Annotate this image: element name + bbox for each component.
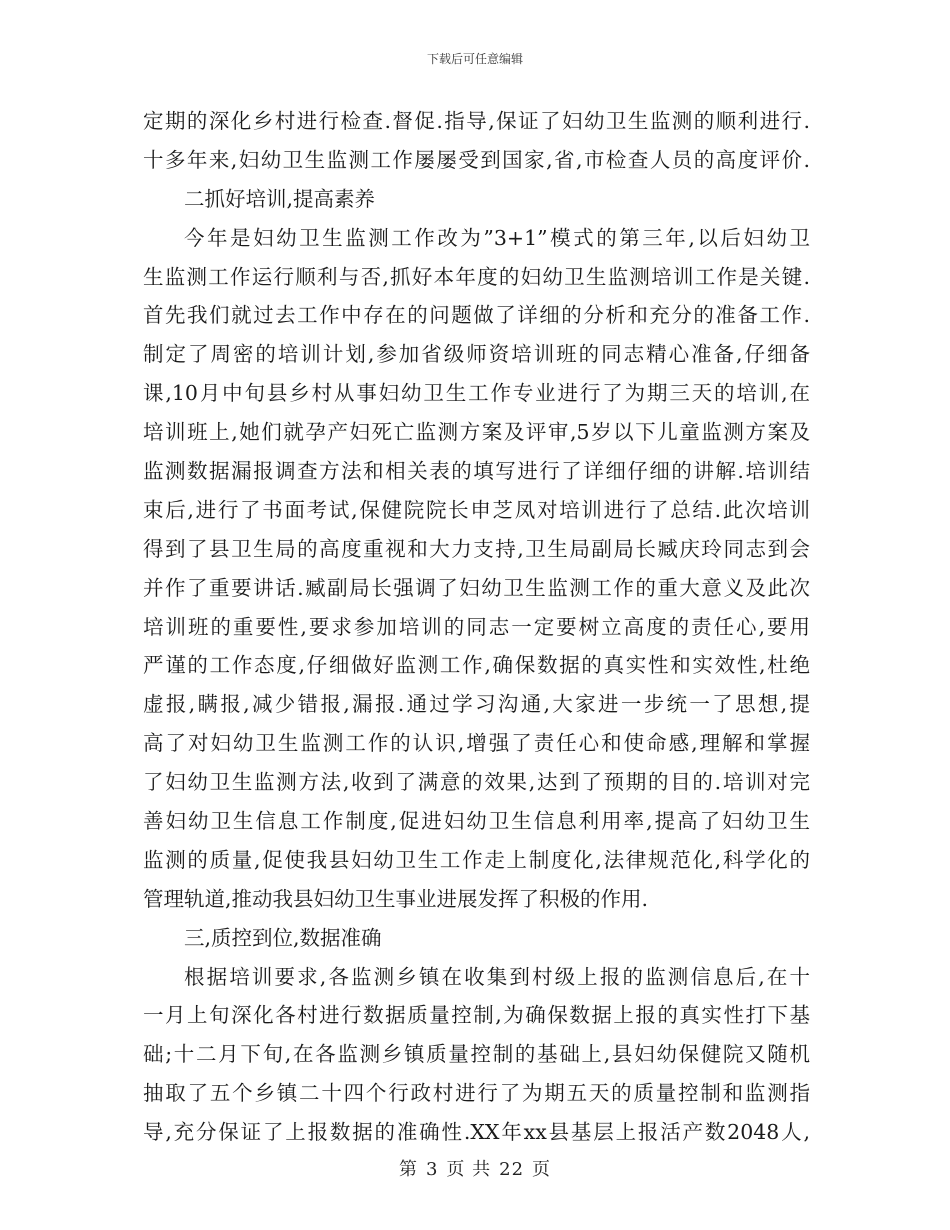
section-heading: 三,质控到位,数据准确: [184, 925, 382, 950]
text-line: 生监测工作运行顺利与否,抓好本年度的妇幼卫生监测培训工作是关键.: [143, 264, 810, 289]
section-heading: 二抓好培训,提高素养: [184, 186, 376, 211]
text-line: 得到了县卫生局的高度重视和大力支持,卫生局副局长臧庆玲同志到会: [143, 536, 810, 561]
text-line: 抽取了五个乡镇二十四个行政村进行了为期五天的质量控制和监测指: [143, 1081, 810, 1106]
text-line: 培训班上,她们就孕产妇死亡监测方案及评审,5岁以下儿童监测方案及: [143, 420, 810, 445]
text-line: 高了对妇幼卫生监测工作的认识,增强了责任心和使命感,理解和掌握: [143, 731, 810, 756]
text-line: 根据培训要求,各监测乡镇在收集到村级上报的监测信息后,在十: [184, 964, 810, 989]
text-line: 了妇幼卫生监测方法,收到了满意的效果,达到了预期的目的.培训对完: [143, 770, 810, 795]
footer-middle: 页 共: [446, 1159, 492, 1180]
text-line: 培训班的重要性,要求参加培训的同志一定要树立高度的责任心,要用: [143, 614, 810, 639]
document-body: [143, 102, 810, 1152]
page-header-note: 下载后可任意编辑: [426, 52, 523, 66]
text-line: 课,10月中旬县乡村从事妇幼卫生工作专业进行了为期三天的培训,在: [143, 381, 810, 406]
text-line: 今年是妇幼卫生监测工作改为”3+1”模式的第三年,以后妇幼卫: [184, 225, 810, 250]
text-line: 严谨的工作态度,仔细做好监测工作,确保数据的真实性和实效性,杜绝: [143, 653, 810, 678]
text-line: 并作了重要讲话.臧副局长强调了妇幼卫生监测工作的重大意义及此次: [143, 575, 810, 600]
text-line: 束后,进行了书面考试,保健院院长申芝凤对培训进行了总结.此次培训: [143, 497, 810, 522]
text-line: 首先我们就过去工作中存在的问题做了详细的分析和充分的准备工作.: [143, 303, 810, 328]
text-line: 监测数据漏报调查方法和相关表的填写进行了详细仔细的讲解.培训结: [143, 459, 810, 484]
text-line: 导,充分保证了上报数据的准确性.XX年xx县基层上报活产数2048人,: [143, 1120, 810, 1145]
page-footer: [0, 1155, 950, 1181]
footer-suffix: 页: [532, 1159, 552, 1180]
text-line: 十多年来,妇幼卫生监测工作屡屡受到国家,省,市检查人员的高度评价.: [143, 147, 810, 172]
current-page-number: 3: [425, 1159, 439, 1180]
text-line: 善妇幼卫生信息工作制度,促进妇幼卫生信息利用率,提高了妇幼卫生: [143, 809, 810, 834]
footer-prefix: 第: [398, 1159, 418, 1180]
text-line: 管理轨道,推动我县妇幼卫生事业进展发挥了积极的作用.: [143, 886, 649, 911]
text-line: 础;十二月下旬,在各监测乡镇质量控制的基础上,县妇幼保健院又随机: [143, 1042, 810, 1067]
text-line: 定期的深化乡村进行检查.督促.指导,保证了妇幼卫生监测的顺利进行.: [143, 109, 810, 133]
text-line: 监测的质量,促使我县妇幼卫生工作走上制度化,法律规范化,科学化的: [143, 847, 810, 872]
text-line: 一月上旬深化各村进行数据质量控制,为确保数据上报的真实性打下基: [143, 1003, 810, 1028]
total-page-count: 22: [499, 1159, 525, 1180]
text-line: 虚报,瞒报,减少错报,漏报.通过学习沟通,大家进一步统一了思想,提: [143, 692, 810, 717]
text-line: 制定了周密的培训计划,参加省级师资培训班的同志精心准备,仔细备: [143, 342, 810, 367]
